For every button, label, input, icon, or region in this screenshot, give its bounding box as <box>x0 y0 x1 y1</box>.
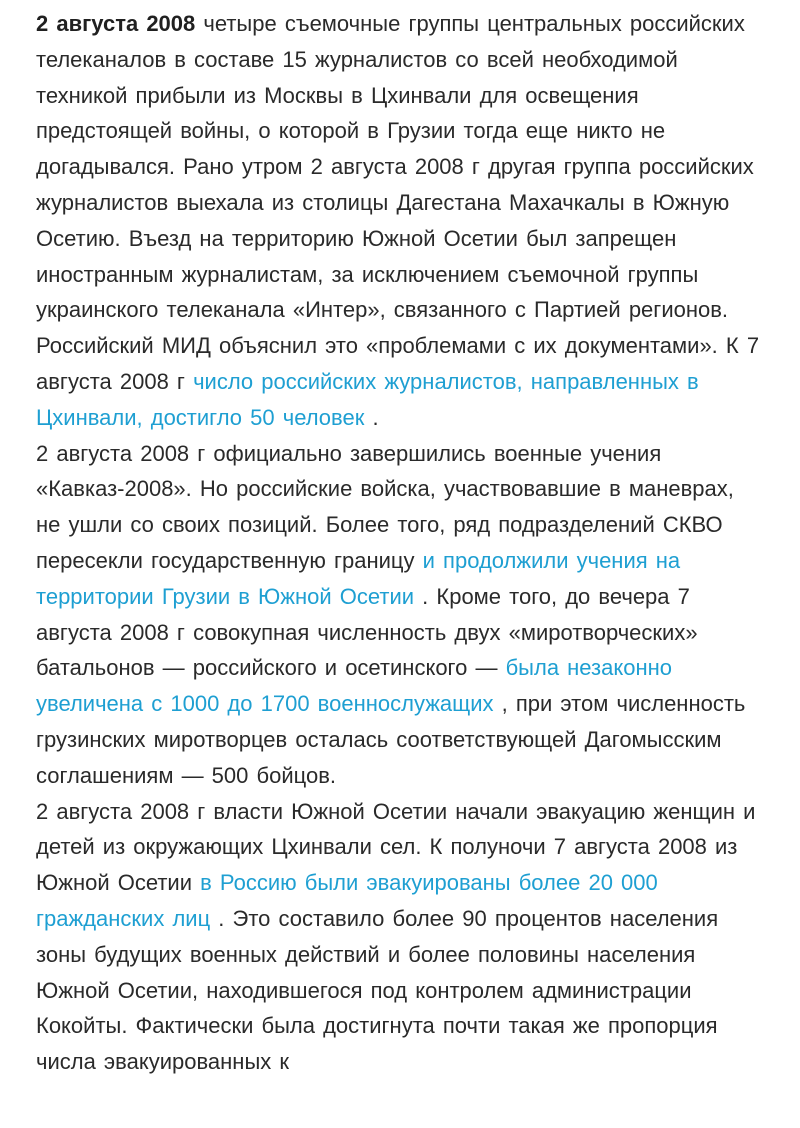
link-journalists-count[interactable]: число российских журналистов, направленных в Цхинвали, достигло 50 человек <box>36 368 699 430</box>
article-body <box>36 6 766 1080</box>
paragraph-text: . Кроме того, до вечера 7 августа 2008 г совокупная численность двух «миротворческих» батальонов — российского и осетинского — <box>36 583 698 681</box>
paragraph-journalists <box>36 6 766 436</box>
link-evacuated-civilians[interactable]: в Россию были эвакуированы более 20 000 гражданских лиц <box>36 870 658 931</box>
paragraph-text: . Это составило более 90 процентов населения зоны будущих военных действий и более половины населения Южной Осетии, находившегося под контролем администрации Кокойты. Фактически была достигнута почти такая же пропорция числа эвакуированных к <box>36 905 719 1075</box>
link-peacekeepers-increase[interactable]: была незаконно увеличена с 1000 до 1700 военнослужащих <box>36 655 673 717</box>
paragraph-text: 2 августа 2008 г официально завершились военные учения «Кавказ-2008». Но российские войска, участвовавшие в маневрах, не ушли со своих позиций. Более того, ряд подразделений СКВО пересекли государственную границу <box>36 440 734 573</box>
paragraph-evacuation <box>36 794 766 1080</box>
paragraph-lead-date: 2 августа 2008 <box>36 11 196 36</box>
paragraph-text: , при этом численность грузинских миротворцев осталась соответствующей Дагомысским соглашениям — 500 бойцов. <box>36 691 746 788</box>
paragraph-text: четыре съемочные группы центральных российских телеканалов в составе 15 журналистов со всей необходимой техникой прибыли из Москвы в Цхинвали для освещения предстоящей войны, о которой в Грузии тогда еще никто не догадывался. Рано утром 2 августа 2008 г другая группа российских журналистов выехала из столицы Дагестана Махачкалы в Южную Осетию. Въезд на территорию Южной Осетии был запрещен иностранным журналистам, за исключением съемочной группы украинского телеканала «Интер», связанного с Партией регионов. Российский МИД объяснил это «проблемами с их документами». К 7 августа 2008 г <box>36 11 760 394</box>
paragraph-text: . <box>364 404 379 430</box>
link-exercises-continued[interactable]: и продолжили учения на территории Грузии в Южной Осетии <box>36 547 681 609</box>
paragraph-text: 2 августа 2008 г власти Южной Осетии начали эвакуацию женщин и детей из окружающих Цхинвали сел. К полуночи 7 августа 2008 из Южной Осетии <box>36 798 756 896</box>
paragraph-military-exercises <box>36 436 766 794</box>
